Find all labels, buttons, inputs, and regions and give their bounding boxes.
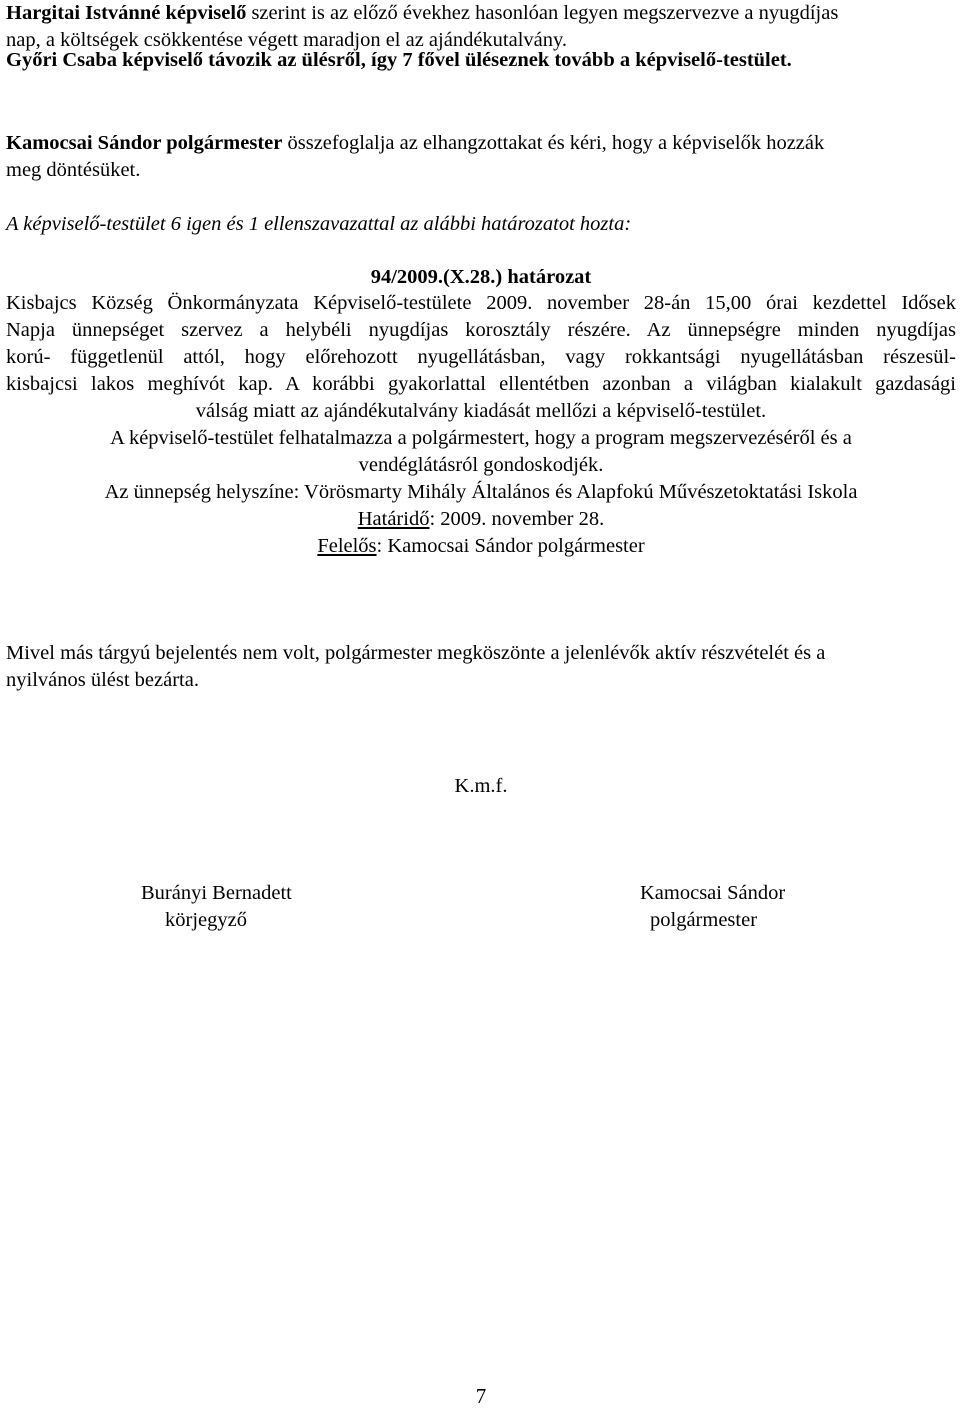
resolution-line: Napja ünnepséget szervez a helybéli nyugdíjas korosztály részére. Az ünnepségre minden nyugdíjas [6, 319, 956, 341]
signature-block-left [141, 880, 292, 934]
resolution-line: A képviselő-testület felhatalmazza a polgármestert, hogy a program megszervezéséről és a [110, 427, 852, 449]
closing-paragraph [6, 640, 825, 694]
page-number: 7 [475, 1384, 487, 1408]
closing-line-1: Mivel más tárgyú bejelentés nem volt, polgármester megköszönte a jelenlévők aktív részvételét és a [6, 642, 826, 664]
signatory-title-right: polgármester [650, 909, 758, 931]
resolution-line: Kisbajcs Község Önkormányzata Képviselő-testülete 2009. november 28-án 15,00 órai kezdettel Idősek [6, 292, 956, 314]
resolution-body [6, 290, 956, 560]
resolution-line: korú- függetlenül attól, hogy előrehozott nyugellátásban, vagy rokkantsági nyugellátásban részesül- [6, 346, 956, 368]
deadline-line [6, 506, 956, 533]
resolution-line: vendéglátásról gondoskodjék. [358, 454, 604, 476]
paragraph-hargitai-line-1 [6, 0, 838, 27]
speaker-name: Hargitai Istvánné képviselő [6, 2, 247, 24]
paragraph-gyori: Győri Csaba képviselő távozik az ülésről, így 7 fővel üléseznek tovább a képviselő-testület. [6, 49, 792, 71]
kmf-label: K.m.f. [454, 775, 508, 797]
signatory-name-left: Burányi Bernadett [141, 882, 292, 904]
deadline-label: Határidő [357, 508, 430, 530]
paragraph-kamocsai-line-1 [6, 130, 824, 157]
resolution-line: Az ünnepség helyszíne: Vörösmarty Mihály Általános és Alapfokú Művészetoktatási Iskola [104, 481, 858, 503]
signatory-name-right: Kamocsai Sándor [640, 882, 786, 904]
resolution-title: 94/2009.(X.28.) határozat [370, 266, 592, 288]
resolution-line: válság miatt az ajándékutalvány kiadását mellőzi a képviselő-testület. [195, 400, 767, 422]
signature-block-right [640, 880, 785, 934]
paragraph-text: szerint is az előző évekhez hasonlóan legyen megszervezve a nyugdíjas [246, 2, 839, 24]
vote-statement: A képviselő-testület 6 igen és 1 ellenszavazattal az alábbi határozatot hozta: [6, 213, 632, 235]
paragraph-text: összefoglalja az elhangzottakat és kéri, hogy a képviselők hozzák [282, 132, 825, 154]
speaker-name: Kamocsai Sándor polgármester [6, 132, 283, 154]
resolution-line: kisbajcsi lakos meghívót kap. A korábbi gyakorlattal ellentétben azonban a világban kialakult gazdasági [6, 373, 956, 395]
signatory-title-left: körjegyző [165, 909, 247, 931]
paragraph-kamocsai-line-2: meg döntésüket. [6, 159, 141, 181]
closing-line-2: nyilvános ülést bezárta. [6, 669, 199, 691]
paragraph-kamocsai [6, 130, 824, 184]
responsible-value: : Kamocsai Sándor polgármester [376, 535, 645, 557]
responsible-label: Felelős [317, 535, 377, 557]
deadline-value: : 2009. november 28. [429, 508, 605, 530]
paragraph-hargitai [6, 0, 838, 54]
responsible-line [6, 533, 956, 560]
paragraph-hargitai-line-2: nap, a költségek csökkentése végett maradjon el az ajándékutalvány. [6, 29, 568, 51]
